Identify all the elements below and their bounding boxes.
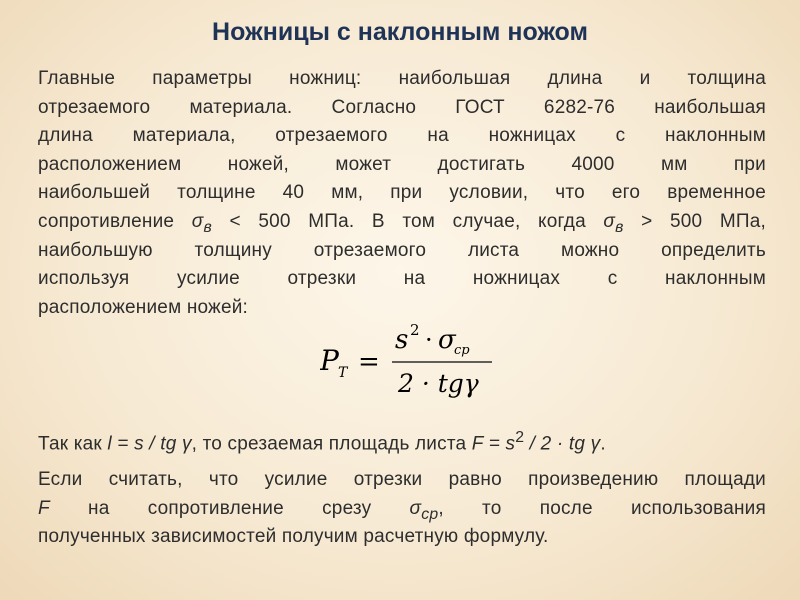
formula-s: s xyxy=(395,325,409,355)
area-symbol: F xyxy=(38,497,50,519)
paragraph-line: расположением ножей: xyxy=(38,296,249,318)
sigma-symbol: σ xyxy=(409,497,422,519)
sigma-subscript: ср xyxy=(421,505,439,523)
text-segment: Так как xyxy=(38,433,108,455)
sigma-symbol: σ xyxy=(191,210,204,232)
paragraph-line-sigma xyxy=(38,495,766,524)
formula-sigma-subscript: ср xyxy=(454,343,470,358)
text-segment: , то после использования xyxy=(438,497,766,519)
slide-title: Ножницы с наклонным ножом xyxy=(212,18,588,46)
paragraph-line: Главные параметры ножниц: наибольшая длина и толщина xyxy=(38,68,766,89)
sigma-symbol: σ xyxy=(603,210,616,232)
text-segment: , то срезаемая площадь листа xyxy=(191,433,472,455)
formula-denominator: 2 · tgγ xyxy=(398,369,479,398)
text-segment: . xyxy=(600,433,606,455)
conclusion-paragraph xyxy=(38,466,766,552)
paragraph-line: наибольшую толщину отрезаемого листа можно определить xyxy=(38,239,766,261)
formula-sigma: σ xyxy=(438,325,456,355)
area-expression: F = s xyxy=(471,433,516,455)
paragraph-line: отрезаемого материала. Согласно ГОСТ 6282-76 наибольшая xyxy=(38,96,766,118)
paragraph-line: наибольшей толщине 40 мм, при условии, что его временное xyxy=(38,182,766,204)
paragraph-line: расположением ножей, может достигать 4000 мм при xyxy=(38,153,766,175)
length-expression: l = s / tg γ xyxy=(107,433,192,455)
text-segment: на сопротивление срезу xyxy=(49,497,410,519)
paragraph-line: полученных зависимостей получим расчетную формулу. xyxy=(38,526,549,548)
sigma-subscript: в xyxy=(615,218,624,236)
paragraph-line: используя усилие отрезки на ножницах с наклонным xyxy=(38,268,766,290)
text-segment: > 500 МПа, xyxy=(623,210,766,232)
paragraph-line: длина материала, отрезаемого на ножницах с наклонным xyxy=(38,125,766,147)
paragraph-line: Если считать, что усилие отрезки равно произведению площади xyxy=(38,469,766,490)
text-segment: < 500 МПа. В том случае, когда xyxy=(211,210,604,232)
area-expression-rest: / 2 · tg γ xyxy=(524,433,601,455)
paragraph-line-sigma xyxy=(38,208,766,237)
formula-lhs-subscript: T xyxy=(338,365,348,381)
main-paragraph xyxy=(38,65,766,322)
text-segment: сопротивление xyxy=(38,210,192,232)
area-exponent: 2 xyxy=(515,429,525,446)
formula-equals: = xyxy=(358,347,380,377)
force-formula xyxy=(320,322,540,402)
formula-exponent: 2 xyxy=(410,322,420,339)
formula-lhs: P xyxy=(320,344,339,377)
sigma-subscript: в xyxy=(203,218,212,236)
formula-dot: · xyxy=(425,326,433,354)
area-paragraph xyxy=(38,424,766,459)
